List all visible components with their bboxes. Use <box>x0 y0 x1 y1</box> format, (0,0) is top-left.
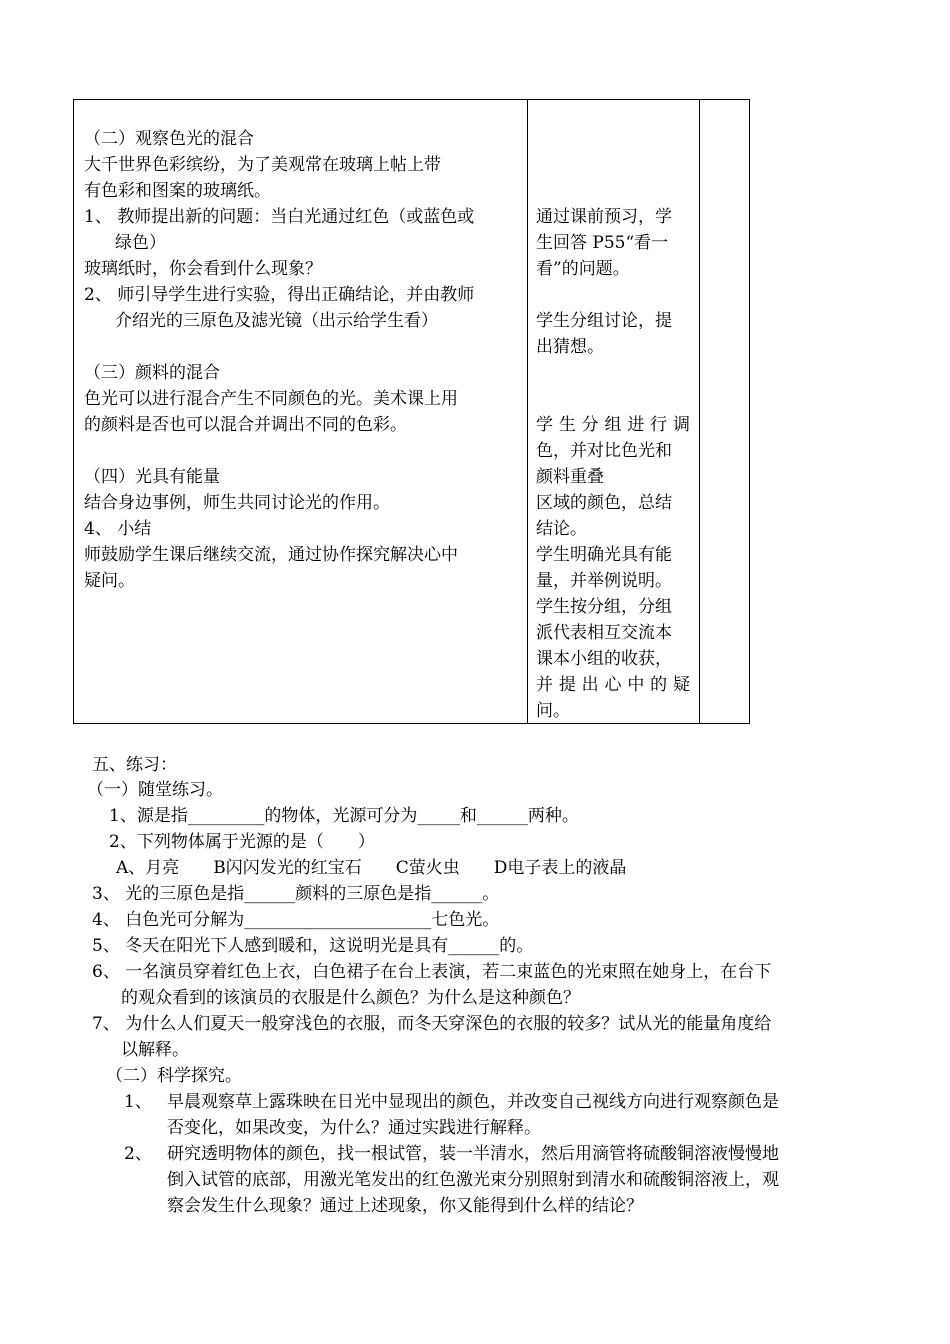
exercises-sub-practice: （一）随堂练习。 <box>87 780 223 800</box>
text-line: 区域的颜色，总结 <box>536 493 672 513</box>
text-line: 绿色） <box>115 233 166 253</box>
question-1: 1、源是指_________的物体，光源可分为_____和______两种。 <box>109 806 579 826</box>
text-line: 通过课前预习，学 <box>536 207 672 227</box>
inquiry-2-cont: 察会发生什么现象？通过上述现象，你又能得到什么样的结论？ <box>167 1196 643 1216</box>
text-line: 有色彩和图案的玻璃纸。 <box>84 181 271 201</box>
inquiry-1-number: 1、 <box>124 1092 152 1112</box>
table-divider-1 <box>527 99 528 724</box>
inquiry-2-number: 2、 <box>124 1144 152 1164</box>
exercises-heading: 五、练习： <box>92 755 177 775</box>
text-line-wrap <box>536 415 690 435</box>
text-line-wrap <box>536 675 690 695</box>
exercises-sub-inquiry: （二）科学探究。 <box>106 1066 242 1086</box>
question-6: 6、 一名演员穿着红色上衣，白色裙子在台上表演，若二束蓝色的光束照在她身上，在台下 <box>92 962 772 982</box>
text-line: 看”的问题。 <box>536 259 630 279</box>
question-2: 2、下列物体属于光源的是（ ） <box>109 832 375 852</box>
text-line: 量，并举例说明。 <box>536 571 672 591</box>
text-line: 并提出心中的疑 <box>536 675 690 695</box>
table-divider-2 <box>699 99 700 724</box>
text-line: 出猜想。 <box>536 337 604 357</box>
text-line: 生回答 P55“看一 <box>536 233 669 253</box>
question-3: 3、 光的三原色是指______颜料的三原色是指______。 <box>92 884 500 904</box>
text-line: 介绍光的三原色及滤光镜（出示给学生看） <box>115 311 438 331</box>
text-line: 学生分组讨论，提 <box>536 311 672 331</box>
text-line: 玻璃纸时，你会看到什么现象？ <box>84 259 322 279</box>
text-line: 色光可以进行混合产生不同颜色的光。美术课上用 <box>84 389 458 409</box>
question-4: 4、 白色光可分解为______________________七色光。 <box>92 910 500 930</box>
question-6-cont: 的观众看到的该演员的衣服是什么颜色？为什么是这种颜色？ <box>121 988 580 1008</box>
text-line: 结论。 <box>536 519 587 539</box>
inquiry-1-cont: 否变化，如果改变，为什么？通过实践进行解释。 <box>167 1118 541 1138</box>
question-7: 7、 为什么人们夏天一般穿浅色的衣服，而冬天穿深色的衣服的较多？试从光的能量角度给 <box>92 1014 772 1034</box>
text-line: 课本小组的收获， <box>536 649 672 669</box>
question-2-options: A、月亮 B闪闪发光的红宝石 C萤火虫 D电子表上的液晶 <box>116 858 627 878</box>
inquiry-2-cont: 倒入试管的底部，用激光笔发出的红色激光束分别照射到清水和硫酸铜溶液上，观 <box>167 1170 779 1190</box>
text-line: 派代表相互交流本 <box>536 623 672 643</box>
inquiry-1: 早晨观察草上露珠映在日光中显现出的颜色，并改变自己视线方向进行观察颜色是 <box>167 1092 779 1112</box>
question-7-cont: 以解释。 <box>121 1040 189 1060</box>
text-line: 1、 教师提出新的问题：当白光通过红色（或蓝色或 <box>84 207 475 227</box>
section-title-observe-light: （二）观察色光的混合 <box>84 129 254 149</box>
text-line: 大千世界色彩缤纷，为了美观常在玻璃上帖上带 <box>84 155 441 175</box>
text-line: 结合身边事例，师生共同讨论光的作用。 <box>84 493 390 513</box>
text-line: 问。 <box>536 701 570 721</box>
question-5: 5、 冬天在阳光下人感到暖和，这说明光是具有______的。 <box>92 936 534 956</box>
text-line: 师鼓励学生课后继续交流，通过协作探究解决心中 <box>84 545 458 565</box>
section-title-energy: （四）光具有能量 <box>84 467 220 487</box>
text-line: 颜料重叠 <box>536 467 604 487</box>
text-line: 色，并对比色光和 <box>536 441 672 461</box>
text-line: 疑问。 <box>84 571 135 591</box>
text-line: 学生明确光具有能 <box>536 545 672 565</box>
section-title-pigment: （三）颜料的混合 <box>84 363 220 383</box>
inquiry-2: 研究透明物体的颜色，找一根试管，装一半清水，然后用滴管将硫酸铜溶液慢慢地 <box>167 1144 779 1164</box>
text-line: 学生按分组，分组 <box>536 597 672 617</box>
text-line: 4、 小结 <box>84 519 152 539</box>
text-line: 2、 师引导学生进行实验，得出正确结论，并由教师 <box>84 285 475 305</box>
text-line: 的颜料是否也可以混合并调出不同的色彩。 <box>84 415 407 435</box>
text-line: 学生分组进行调 <box>536 415 690 435</box>
